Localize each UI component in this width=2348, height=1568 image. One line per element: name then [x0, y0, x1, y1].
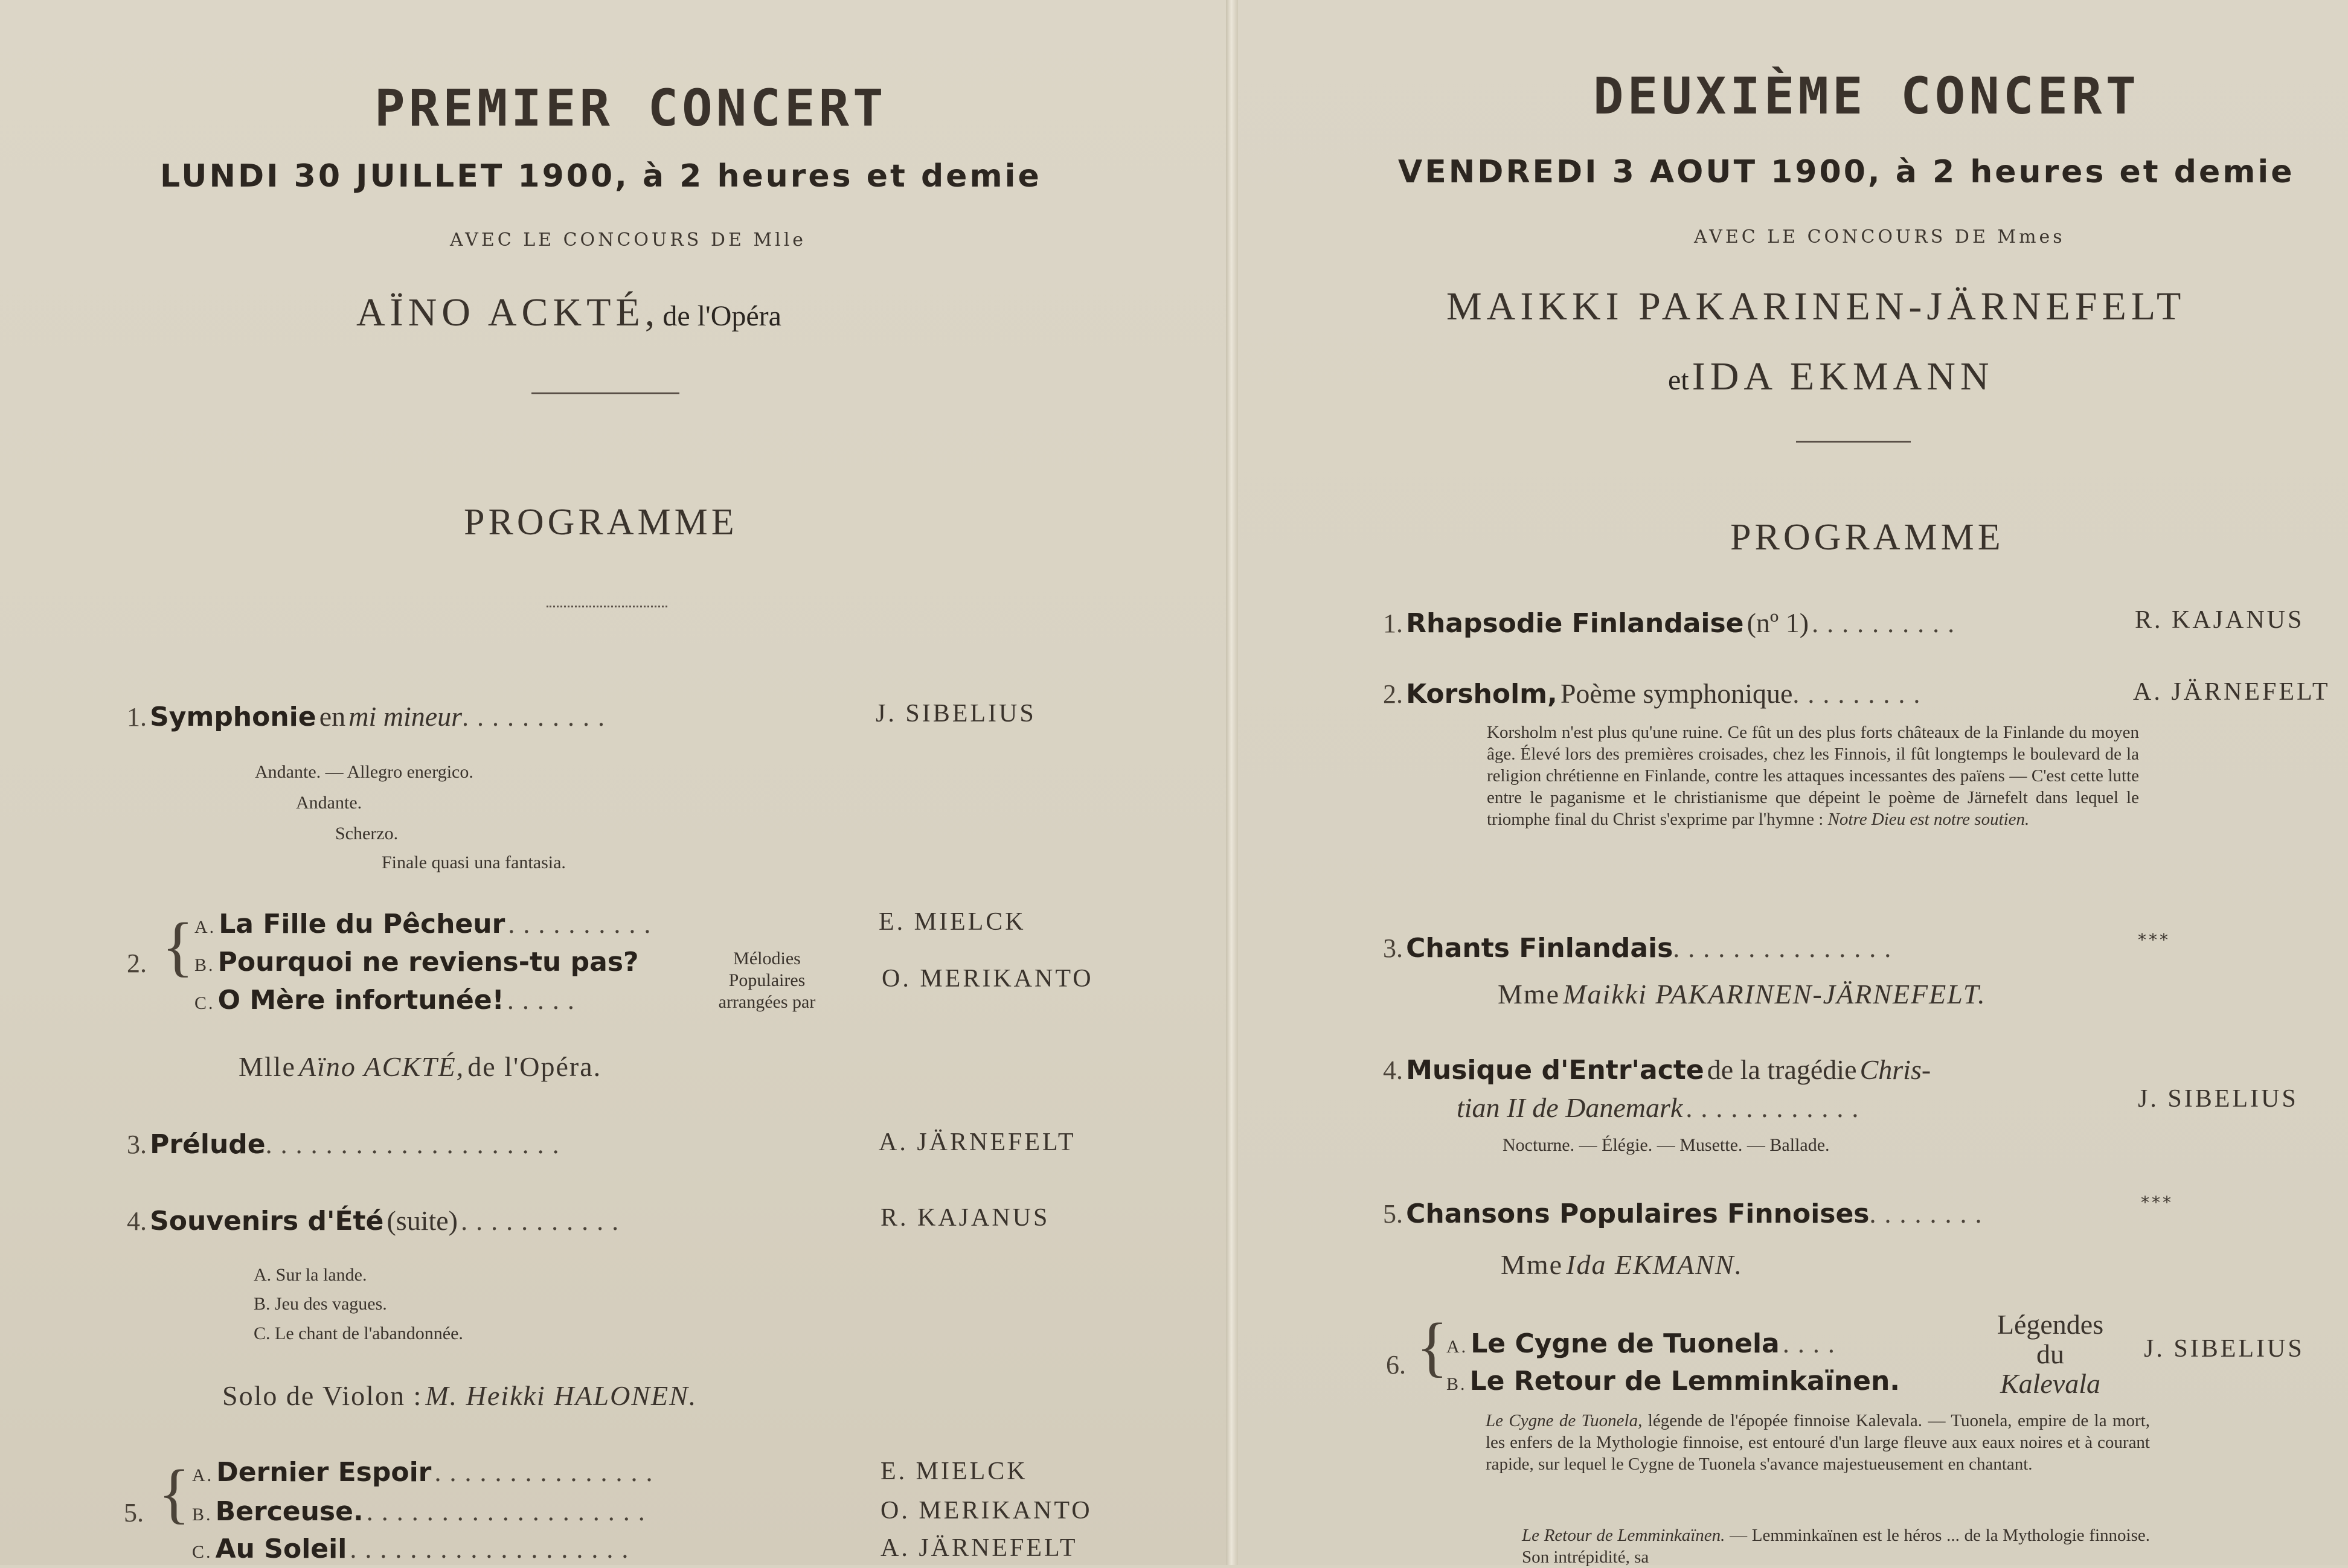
left-solo-line — [222, 1380, 697, 1412]
right-group-6-number: 6. — [1386, 1350, 1406, 1380]
right-artist-2: IDA EKMANN — [1692, 354, 1994, 398]
melodies-line-1: Mélodies — [733, 949, 801, 968]
right-item-4-line-2 — [1457, 1092, 1867, 1124]
left-group-2-b — [194, 947, 639, 978]
work-detail: de la tragédie — [1707, 1054, 1857, 1085]
left-artist-suffix: de l'Opéra — [662, 300, 781, 332]
left-group-2-a — [194, 909, 659, 939]
left-concours: AVEC LE CONCOURS DE Mlle — [450, 229, 807, 251]
work-detail: (nº 1) — [1747, 607, 1809, 638]
work-title: Musique d'Entr'acte — [1406, 1055, 1704, 1086]
right-item-5-composer: *** — [2141, 1192, 2173, 1212]
cygne-note-text: légende de l'épopée finnoise Kalevala. — Tuonela, empire de la mort, les enfers de la Mythologie finnoise, est entouré d'un large fleuve aux eaux noires et à courant rapide, sur lequel le Cygne de Tuonela s'avance majestueusement en chantant. — [1486, 1411, 2150, 1474]
leader-dots: ......... — [1792, 679, 1929, 709]
work-source-cont: tian II de Danemark — [1457, 1092, 1683, 1123]
work-title: Berceuse. — [215, 1496, 364, 1527]
movement-4: Finale quasi una fantasia. — [382, 853, 566, 872]
korsholm-note-hymn: Notre Dieu est notre soutien. — [1827, 810, 2030, 829]
solo-performer: M. Heikki HALONEN. — [425, 1380, 698, 1411]
item-letter: B. — [194, 955, 215, 975]
solo-label: Solo de Violon : — [222, 1380, 423, 1411]
work-title: Le Retour de Lemminkaïnen. — [1469, 1366, 1901, 1397]
leader-dots: ........ — [1869, 1199, 1990, 1229]
item-letter: B. — [1446, 1374, 1467, 1394]
right-group-6-a — [1446, 1328, 1843, 1359]
korsholm-note-text: Korsholm n'est plus qu'une ruine. Ce fût un des plus forts châteaux de la Finlande du moyen âge. Élevé lors des premières croisades, chez les Finnois, il fût longtemps le boulevard de la religion chrétienne en Finlande, contre les attaques incessantes des païens — C'est cette lutte entre le paganisme et le christianisme que dépeint le poème de Järnefelt dans lequel le triomphe final du Christ s'exprime par l'hymne : — [1487, 723, 2139, 829]
cygne-note — [1486, 1410, 2150, 1475]
right-chants-performer — [1498, 978, 1986, 1010]
retour-note — [1522, 1525, 2150, 1568]
right-item-2 — [1383, 677, 1928, 709]
melodies-line-3: arrangées par — [718, 992, 816, 1012]
left-concert-title: PREMIER CONCERT — [374, 78, 887, 138]
leader-dots: ................... — [350, 1534, 637, 1564]
work-title: Le Cygne de Tuonela — [1471, 1328, 1780, 1359]
right-programme-heading: PROGRAMME — [1730, 517, 2004, 558]
left-group-5-a — [192, 1457, 661, 1488]
item-letter: A. — [192, 1465, 214, 1485]
retour-note-title: Le Retour de Lemminkaïnen. — [1522, 1526, 1725, 1545]
left-group-5-b-composer: O. MERIKANTO — [881, 1497, 1092, 1525]
right-concert-date: VENDREDI 3 AOUT 1900, à 2 heures et demie — [1398, 154, 2295, 190]
right-artist-2-line — [1668, 354, 1994, 400]
page-fold — [1226, 0, 1238, 1565]
leader-dots: ............ — [1686, 1093, 1867, 1123]
left-ornament-2 — [547, 606, 667, 610]
performer-title: Mme — [1501, 1249, 1564, 1280]
cygne-note-title: Le Cygne de Tuonela, — [1486, 1411, 1643, 1430]
souvenirs-part-a: A. Sur la lande. — [254, 1265, 367, 1285]
right-item-3-composer: *** — [2138, 930, 2170, 950]
right-item-3 — [1383, 933, 1899, 964]
right-group-6-composer: J. SIBELIUS — [2144, 1335, 2305, 1363]
right-legendes-note — [1978, 1309, 2123, 1400]
performer-name: Maikki PAKARINEN-JÄRNEFELT. — [1563, 979, 1986, 1010]
right-group-6-b — [1446, 1366, 1900, 1397]
left-group-5-number: 5. — [124, 1498, 144, 1528]
work-source: Chris- — [1859, 1054, 1931, 1085]
left-group-2-number: 2. — [127, 949, 147, 978]
item-letter: C. — [192, 1542, 213, 1562]
performer-title: Mme — [1498, 979, 1561, 1010]
work-detail: en — [319, 701, 346, 732]
left-group-2-c — [194, 985, 583, 1016]
leader-dots: .......... — [1812, 609, 1963, 638]
work-title: Korsholm, — [1406, 679, 1557, 709]
left-item-4-composer: R. KAJANUS — [881, 1204, 1050, 1232]
work-title: Prélude — [150, 1129, 266, 1160]
left-group-5-b — [192, 1496, 653, 1527]
right-page — [1238, 0, 2348, 1565]
item-number: 3. — [127, 1130, 147, 1159]
leader-dots: ................... — [366, 1497, 653, 1526]
melodies-line-2: Populaires — [728, 970, 806, 990]
leader-dots: ............... — [1673, 933, 1900, 963]
leader-dots: ............... — [434, 1458, 661, 1487]
work-title: Symphonie — [150, 702, 316, 732]
leader-dots: ........... — [461, 1206, 627, 1236]
item-letter: B. — [192, 1505, 213, 1525]
right-item-1 — [1383, 607, 1963, 639]
item-letter: C. — [194, 993, 215, 1013]
leader-dots: .................... — [265, 1130, 568, 1159]
item-number: 3. — [1383, 933, 1403, 963]
item-number: 4. — [127, 1206, 147, 1236]
right-item-5 — [1383, 1198, 1990, 1229]
leader-dots: .... — [1782, 1329, 1843, 1358]
left-group-2-brace: { — [162, 909, 194, 983]
leader-dots: .......... — [462, 702, 614, 732]
right-group-6-brace: { — [1416, 1310, 1448, 1383]
item-letter: A. — [194, 917, 216, 937]
right-item-4 — [1383, 1054, 1931, 1086]
right-item-4-composer: J. SIBELIUS — [2138, 1085, 2298, 1113]
left-item-1 — [127, 700, 613, 732]
left-performer-1 — [239, 1051, 601, 1083]
movement-3: Scherzo. — [335, 824, 399, 843]
leader-dots: ..... — [507, 985, 583, 1015]
right-artist-1: MAIKKI PAKARINEN-JÄRNEFELT — [1446, 284, 2186, 328]
movement-1: Andante. — Allegro energico. — [255, 762, 473, 782]
right-item-2-composer: A. JÄRNEFELT — [2133, 678, 2330, 706]
legendes-line-2: du — [2036, 1339, 2064, 1369]
left-programme-heading: PROGRAMME — [464, 502, 738, 543]
left-group-5-brace: { — [158, 1456, 190, 1530]
performer-name: Aïno ACKTÉ, — [298, 1051, 465, 1082]
legendes-line-3: Kalevala — [2000, 1368, 2101, 1399]
right-concert-title: DEUXIÈME CONCERT — [1593, 66, 2140, 126]
right-concours: AVEC LE CONCOURS DE Mmes — [1694, 226, 2065, 248]
left-group-2-composer: O. MERIKANTO — [882, 965, 1094, 993]
work-title: Pourquoi ne reviens-tu pas? — [217, 947, 639, 978]
left-group-5-c — [192, 1534, 637, 1564]
korsholm-note — [1487, 722, 2139, 830]
work-title: Chants Finlandais — [1406, 933, 1673, 964]
retour-note-text: — Lemminkaïnen est le héros ... de la Mythologie finnoise. Son intrépidité, sa — [1522, 1526, 2150, 1567]
work-title: O Mère infortunée! — [217, 985, 504, 1016]
item-number: 2. — [1383, 679, 1403, 709]
left-item-3-composer: A. JÄRNEFELT — [879, 1128, 1076, 1156]
right-item-1-composer: R. KAJANUS — [2135, 606, 2305, 634]
work-title: Souvenirs d'Été — [150, 1206, 384, 1237]
work-title: Au Soleil — [215, 1534, 347, 1564]
work-title: La Fille du Pêcheur — [219, 909, 505, 939]
left-item-3 — [127, 1129, 568, 1160]
left-group-5-a-composer: E. MIELCK — [881, 1458, 1028, 1485]
left-melodies-note — [694, 948, 839, 1013]
leader-dots: .......... — [508, 909, 659, 939]
performer-name: Ida EKMANN. — [1566, 1249, 1743, 1280]
right-ornament — [1796, 441, 1911, 445]
work-key: mi mineur — [348, 701, 463, 732]
left-item-1-composer: J. SIBELIUS — [876, 700, 1036, 728]
left-concert-date: LUNDI 30 JUILLET 1900, à 2 heures et demie — [160, 158, 1042, 194]
left-artist: AÏNO ACKTÉ, — [356, 290, 660, 334]
left-item-4 — [127, 1205, 627, 1237]
performer-title: Mlle — [239, 1051, 296, 1082]
legendes-line-1: Légendes — [1997, 1309, 2104, 1340]
performer-suffix: de l'Opéra. — [467, 1051, 602, 1082]
left-ornament-1 — [531, 392, 679, 397]
left-artist-line — [356, 290, 781, 336]
right-chansons-performer — [1501, 1249, 1743, 1281]
souvenirs-part-b: B. Jeu des vagues. — [254, 1294, 387, 1314]
artist-conjunction: et — [1668, 364, 1689, 396]
movement-2: Andante. — [296, 793, 362, 813]
left-group-2-a-composer: E. MIELCK — [879, 908, 1026, 936]
work-title: Dernier Espoir — [216, 1457, 432, 1488]
work-title: Rhapsodie Finlandaise — [1406, 608, 1744, 639]
work-detail: (suite) — [387, 1205, 458, 1236]
item-letter: A. — [1446, 1337, 1468, 1357]
right-item-4-parts: Nocturne. — Élégie. — Musette. — Ballade. — [1503, 1135, 1830, 1155]
work-title: Chansons Populaires Finnoises — [1406, 1198, 1870, 1229]
work-detail: Poème symphonique — [1560, 678, 1793, 709]
item-number: 1. — [1383, 609, 1403, 638]
left-group-5-c-composer: A. JÄRNEFELT — [881, 1534, 1078, 1562]
item-number: 1. — [127, 702, 147, 732]
item-number: 4. — [1383, 1055, 1403, 1085]
item-number: 5. — [1383, 1199, 1403, 1229]
souvenirs-part-c: C. Le chant de l'abandonnée. — [254, 1323, 463, 1343]
